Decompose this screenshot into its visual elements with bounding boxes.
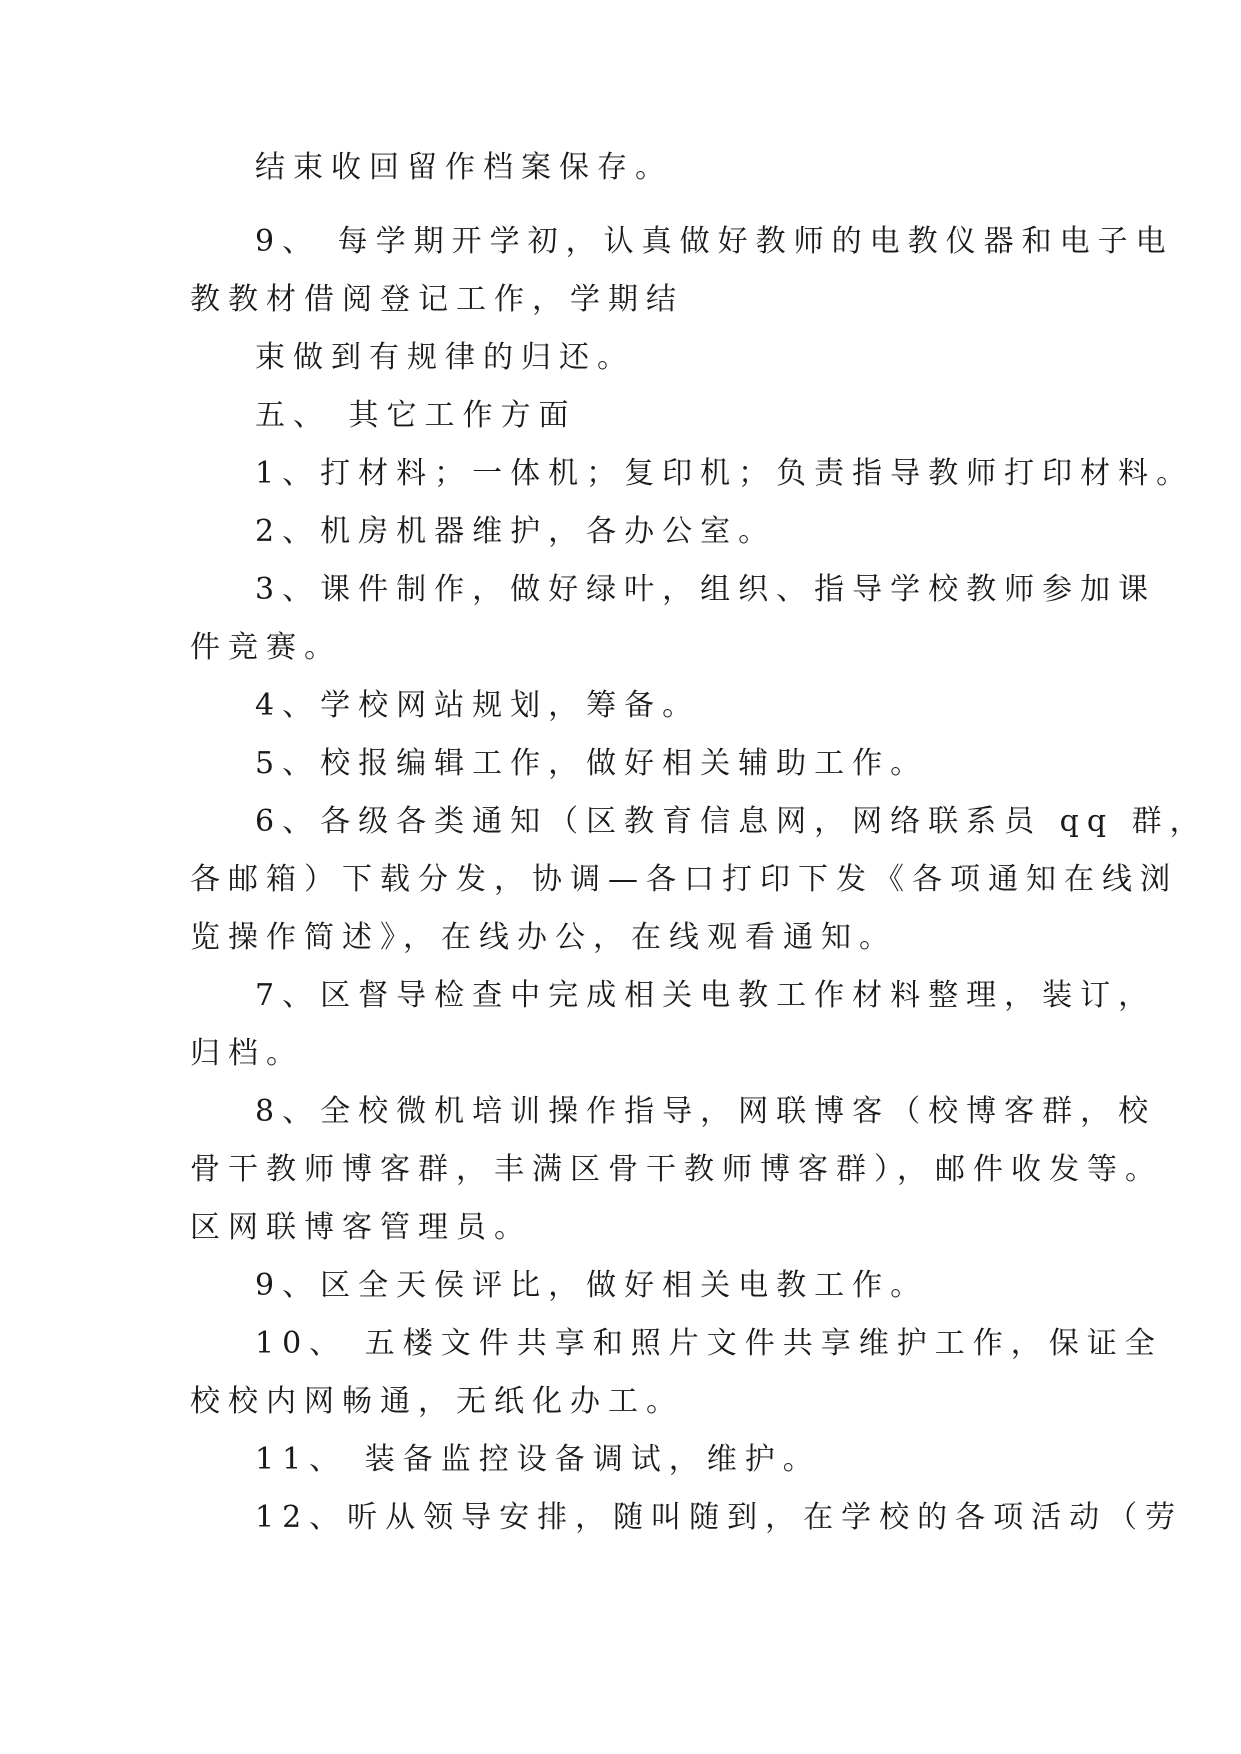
text-line: 6、各级各类通知（区教育信息网，网络联系员 qq 群， (255, 804, 1208, 839)
text-line: 1、打材料；一体机；复印机；负责指导教师打印材料。 (255, 456, 1195, 491)
text-line: 件竞赛。 (190, 630, 342, 665)
text-line: 结束收回留作档案保存。 (255, 150, 673, 185)
text-line: 览操作简述》，在线办公，在线观看通知。 (190, 920, 897, 955)
text-line: 2、机房机器维护，各办公室。 (255, 514, 777, 549)
text-line: 9、区全天侯评比，做好相关电教工作。 (255, 1268, 929, 1303)
text-line: 教教材借阅登记工作，学期结 (190, 282, 684, 317)
text-line: 10、 五楼文件共享和照片文件共享维护工作，保证全 (255, 1326, 1163, 1361)
text-line: 束做到有规律的归还。 (255, 340, 635, 375)
text-line: 骨干教师博客群，丰满区骨干教师博客群），邮件收发等。 (190, 1152, 1163, 1187)
text-line: 8、全校微机培训操作指导，网联博客（校博客群，校 (255, 1094, 1157, 1129)
text-line: 3、课件制作，做好绿叶，组织、指导学校教师参加课 (255, 572, 1157, 607)
text-line: 4、学校网站规划，筹备。 (255, 688, 701, 723)
text-line: 区网联博客管理员。 (190, 1210, 532, 1245)
text-line: 校校内网畅通，无纸化办工。 (190, 1384, 684, 1419)
text-line: 11、 装备监控设备调试，维护。 (255, 1442, 821, 1477)
section-heading: 五、 其它工作方面 (255, 398, 577, 433)
text-line: 9、 每学期开学初，认真做好教师的电教仪器和电子电 (255, 224, 1174, 259)
text-line: 各邮箱）下载分发，协调—各口打印下发《各项通知在线浏 (190, 862, 1178, 897)
text-line: 归档。 (190, 1036, 304, 1071)
text-line: 5、校报编辑工作，做好相关辅助工作。 (255, 746, 929, 781)
text-line: 7、区督导检查中完成相关电教工作材料整理，装订， (255, 978, 1157, 1013)
text-line: 12、听从领导安排，随叫随到，在学校的各项活动（劳 (255, 1500, 1184, 1535)
